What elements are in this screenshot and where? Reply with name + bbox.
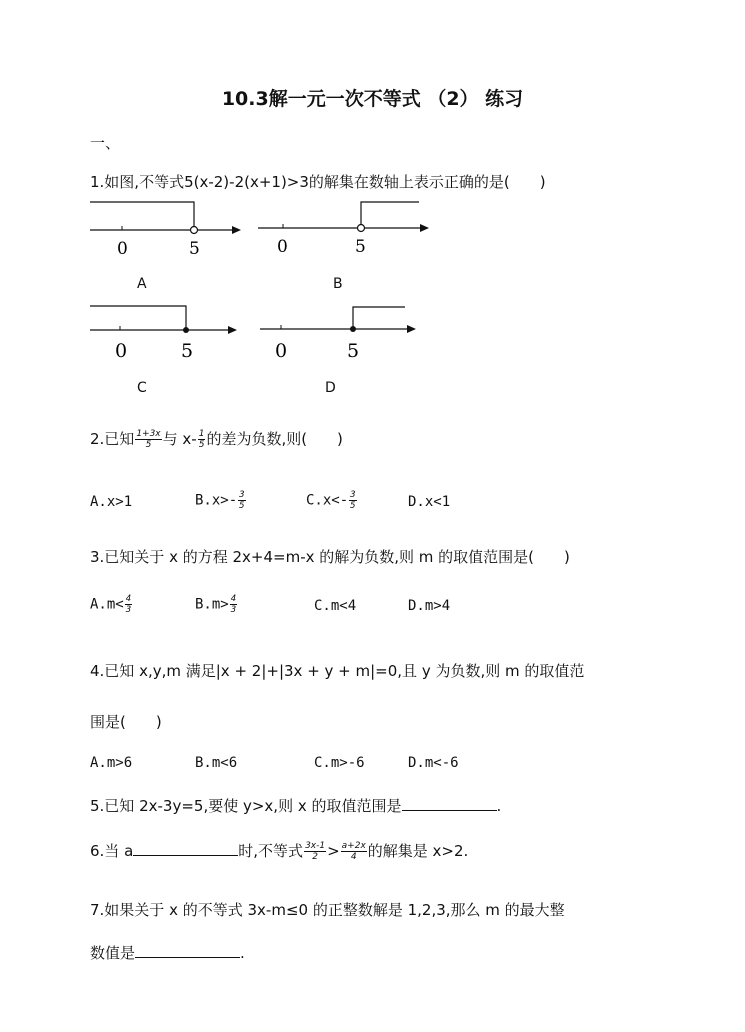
option-label-c: C [137,380,147,396]
tick-label-0: 0 [277,237,288,257]
q4-option-b: B.m<6 [195,755,238,771]
option-label-a: A [137,276,147,292]
closed-circle-marker [183,327,189,333]
open-circle-marker [191,227,198,234]
q2-mid: 与 x- [162,430,197,448]
number-line-b [258,202,429,257]
question-7-line-2: 数值是 . [90,944,245,962]
closed-circle-marker [350,326,356,332]
question-2-text [90,428,343,450]
section-heading: 一、 [90,134,121,152]
q3-option-b: B.m> $\frac{4}{3}$ [195,594,237,615]
tick-label-5: 5 [347,340,360,362]
option-label-b: B [333,276,343,292]
q2-suffix: 的差为负数,则( ) [206,430,343,448]
fraction: $\frac{3}{5}$ [350,490,356,511]
question-3-text: 3.已知关于 x 的方程 2x+4=m-x 的解为负数,则 m 的取值范围是( ) [90,548,570,566]
q3-option-d: D.m>4 [408,598,451,614]
number-line-c [90,306,237,362]
question-1-text: 1.如图,不等式5(x-2)-2(x+1)>3的解集在数轴上表示正确的是( ) [90,173,546,191]
answer-blank[interactable] [135,943,240,958]
q4-option-c: C.m>-6 [314,755,365,771]
q4-option-a: A.m>6 [90,755,133,771]
fraction: $\frac{3}{5}$ [239,490,245,511]
q2-option-d: D.x<1 [408,494,451,510]
fraction: $\frac{a+2x}{4}$ [341,841,366,862]
q2-option-b: B.x>- $\frac{3}{5}$ [195,490,245,511]
question-6-text: 6.当 a 时,不等式 $\frac{3x-1}{2}$ > $\frac{a+2x}{4}$ 的解集是 x>2. [90,841,469,862]
q3-option-c: C.m<4 [314,598,357,614]
tick-label-0: 0 [275,340,288,362]
q2-option-a: A.x>1 [90,494,133,510]
open-circle-marker [358,225,365,232]
q2-option-c: C.x<- $\frac{3}{5}$ [306,490,356,511]
fraction: $\frac{3x-1}{2}$ [305,841,326,862]
fraction: $\frac{1}{5}$ [198,429,205,450]
tick-label-5: 5 [181,340,194,362]
q3-option-a: A.m< $\frac{4}{3}$ [90,594,132,615]
fraction: $\frac{1+3x}{5}$ [136,429,161,450]
tick-label-5: 5 [355,237,366,257]
tick-label-0: 0 [115,340,128,362]
question-5-text: 5.已知 2x-3y=5,要使 y>x,则 x 的取值范围是 . [90,797,502,815]
answer-blank[interactable] [402,796,497,811]
number-line-d [260,307,416,362]
number-line-a [90,202,241,259]
question-4-line-1: 4.已知 x,y,m 满足|x + 2|+|3x + y + m|=0,且 y 为负数,则 m 的取值范 [90,662,585,680]
question-7-line-1: 7.如果关于 x 的不等式 3x-m≤0 的正整数解是 1,2,3,那么 m 的最大整 [90,901,565,919]
answer-blank[interactable] [133,841,238,856]
q4-option-d: D.m<-6 [408,755,459,771]
tick-label-5: 5 [189,239,200,259]
tick-label-0: 0 [117,239,128,259]
fraction: $\frac{4}{3}$ [230,594,237,615]
option-label-d: D [325,380,336,396]
q2-prefix: 2.已知 [90,430,135,448]
page-title: 10.3解一元一次不等式 （2） 练习 [221,88,524,110]
question-4-line-2: 围是( ) [90,713,162,731]
fraction: $\frac{4}{3}$ [125,594,132,615]
